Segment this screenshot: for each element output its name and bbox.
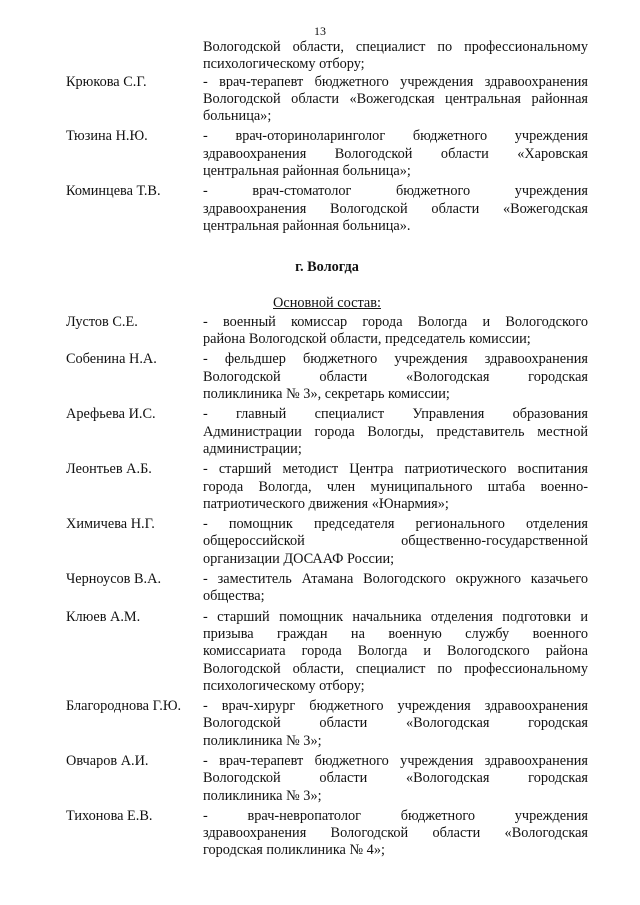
text-line: - врач-стоматолог бюджетного учреждения [203, 183, 588, 200]
member-row [66, 128, 588, 180]
member-description [203, 351, 588, 403]
text-line: поликлиника № 3»; [203, 787, 322, 804]
text-line: района Вологодской области, председатель комиссии; [203, 331, 531, 348]
text-line: - помощник председателя регионального отделения [203, 516, 588, 533]
section-title: г. Вологда [295, 259, 359, 276]
member-row [66, 461, 588, 513]
member-row [66, 609, 588, 695]
member-name: Леонтьев А.Б. [66, 461, 152, 478]
member-description [203, 406, 588, 458]
text-line: комиссариата города Вологда и Вологодского района [203, 643, 588, 660]
member-row [66, 406, 588, 458]
continuation-text [203, 39, 588, 74]
text-line: - военный комиссар города Вологда и Вологодского [203, 313, 588, 330]
member-description [203, 183, 588, 235]
text-line: администрации; [203, 440, 302, 457]
member-row [66, 516, 588, 568]
text-line: поликлиника № 3»; [203, 732, 322, 749]
member-row [66, 74, 588, 126]
text-line: здравоохранения Вологодской области «Вожегодская [203, 200, 588, 217]
text-line: призыва граждан на военную службу военного [203, 625, 588, 642]
member-name: Тихонова Е.В. [66, 807, 153, 824]
member-row [66, 571, 588, 606]
member-description [203, 74, 588, 126]
member-description [203, 609, 588, 695]
text-line: Вологодской области, специалист по профессиональному [203, 660, 588, 677]
text-line: патриотического движения «Юнармия»; [203, 495, 449, 512]
text-line: - врач-хирург бюджетного учреждения здравоохранения [203, 698, 588, 715]
text-line: центральная районная больница». [203, 217, 411, 234]
text-line: - фельдшер бюджетного учреждения здравоохранения [203, 351, 588, 368]
member-row [66, 753, 588, 805]
member-name: Клюев А.М. [66, 608, 141, 625]
text-line: - главный специалист Управления образования [203, 406, 588, 423]
member-name: Лустов С.Е. [66, 313, 138, 330]
text-line: Вологодской области «Вологодская городская [203, 770, 588, 787]
member-name: Крюкова С.Г. [66, 73, 147, 90]
member-name: Тюзина Н.Ю. [66, 128, 148, 145]
member-description [203, 808, 588, 860]
member-name: Арефьева И.С. [66, 406, 156, 423]
text-line: - врач-терапевт бюджетного учреждения здравоохранения [203, 73, 588, 90]
member-description [203, 314, 588, 349]
member-description [203, 753, 588, 805]
text-line: здравоохранения Вологодской области «Харовская [203, 145, 588, 162]
text-line: - врач-терапевт бюджетного учреждения здравоохранения [203, 752, 588, 769]
text-line: поликлиника № 3», секретарь комиссии; [203, 386, 450, 403]
text-line: организации ДОСААФ России; [203, 550, 395, 567]
member-description [203, 461, 588, 513]
text-line: центральная районная больница»; [203, 163, 411, 180]
text-line: здравоохранения Вологодской области «Вологодская [203, 825, 588, 842]
member-name: Коминцева Т.В. [66, 183, 161, 200]
text-line: - старший помощник начальника отделения подготовки и [203, 608, 588, 625]
member-row [66, 698, 588, 750]
text-line: психологическому отбору; [203, 56, 365, 73]
member-row [66, 808, 588, 860]
member-row [66, 314, 588, 349]
member-list-1 [66, 74, 588, 236]
member-description [203, 698, 588, 750]
text-line: Вологодской области «Вологодская городская [203, 715, 588, 732]
text-line: городская поликлиника № 4»; [203, 842, 385, 859]
text-line: больница»; [203, 108, 272, 125]
text-line: Администрации города Вологды, представитель местной [203, 423, 588, 440]
member-name: Химичева Н.Г. [66, 516, 155, 533]
member-name: Собенина Н.А. [66, 351, 157, 368]
member-name: Черноусов В.А. [66, 571, 162, 588]
text-line: Вологодской области, специалист по профессиональному [203, 39, 588, 55]
member-row [66, 183, 588, 235]
text-line: - врач-оториноларинголог бюджетного учреждения [203, 128, 588, 145]
member-description [203, 128, 588, 180]
member-description [203, 571, 588, 606]
document-body [66, 39, 588, 863]
member-name: Благороднова Г.Ю. [66, 698, 182, 715]
member-description [203, 516, 588, 568]
page-number: 13 [314, 24, 326, 38]
member-row [66, 351, 588, 403]
text-line: психологическому отбору; [203, 677, 365, 694]
text-line: общества; [203, 588, 265, 605]
text-line: - старший методист Центра патриотического воспитания [203, 461, 588, 478]
text-line: города Вологда, член муниципального штаба военно- [203, 478, 588, 495]
member-list-2 [66, 314, 588, 860]
subsection-title: Основной состав: [273, 294, 381, 311]
text-line: Вологодской области «Вологодская городская [203, 368, 588, 385]
text-line: - врач-невропатолог бюджетного учреждения [203, 807, 588, 824]
text-line: Вологодской области «Вожегодская центральная районная [203, 90, 588, 107]
member-name: Овчаров А.И. [66, 752, 149, 769]
text-line: - заместитель Атамана Вологодского окружного казачьего [203, 571, 588, 588]
text-line: общероссийской общественно-государственной [203, 533, 588, 550]
